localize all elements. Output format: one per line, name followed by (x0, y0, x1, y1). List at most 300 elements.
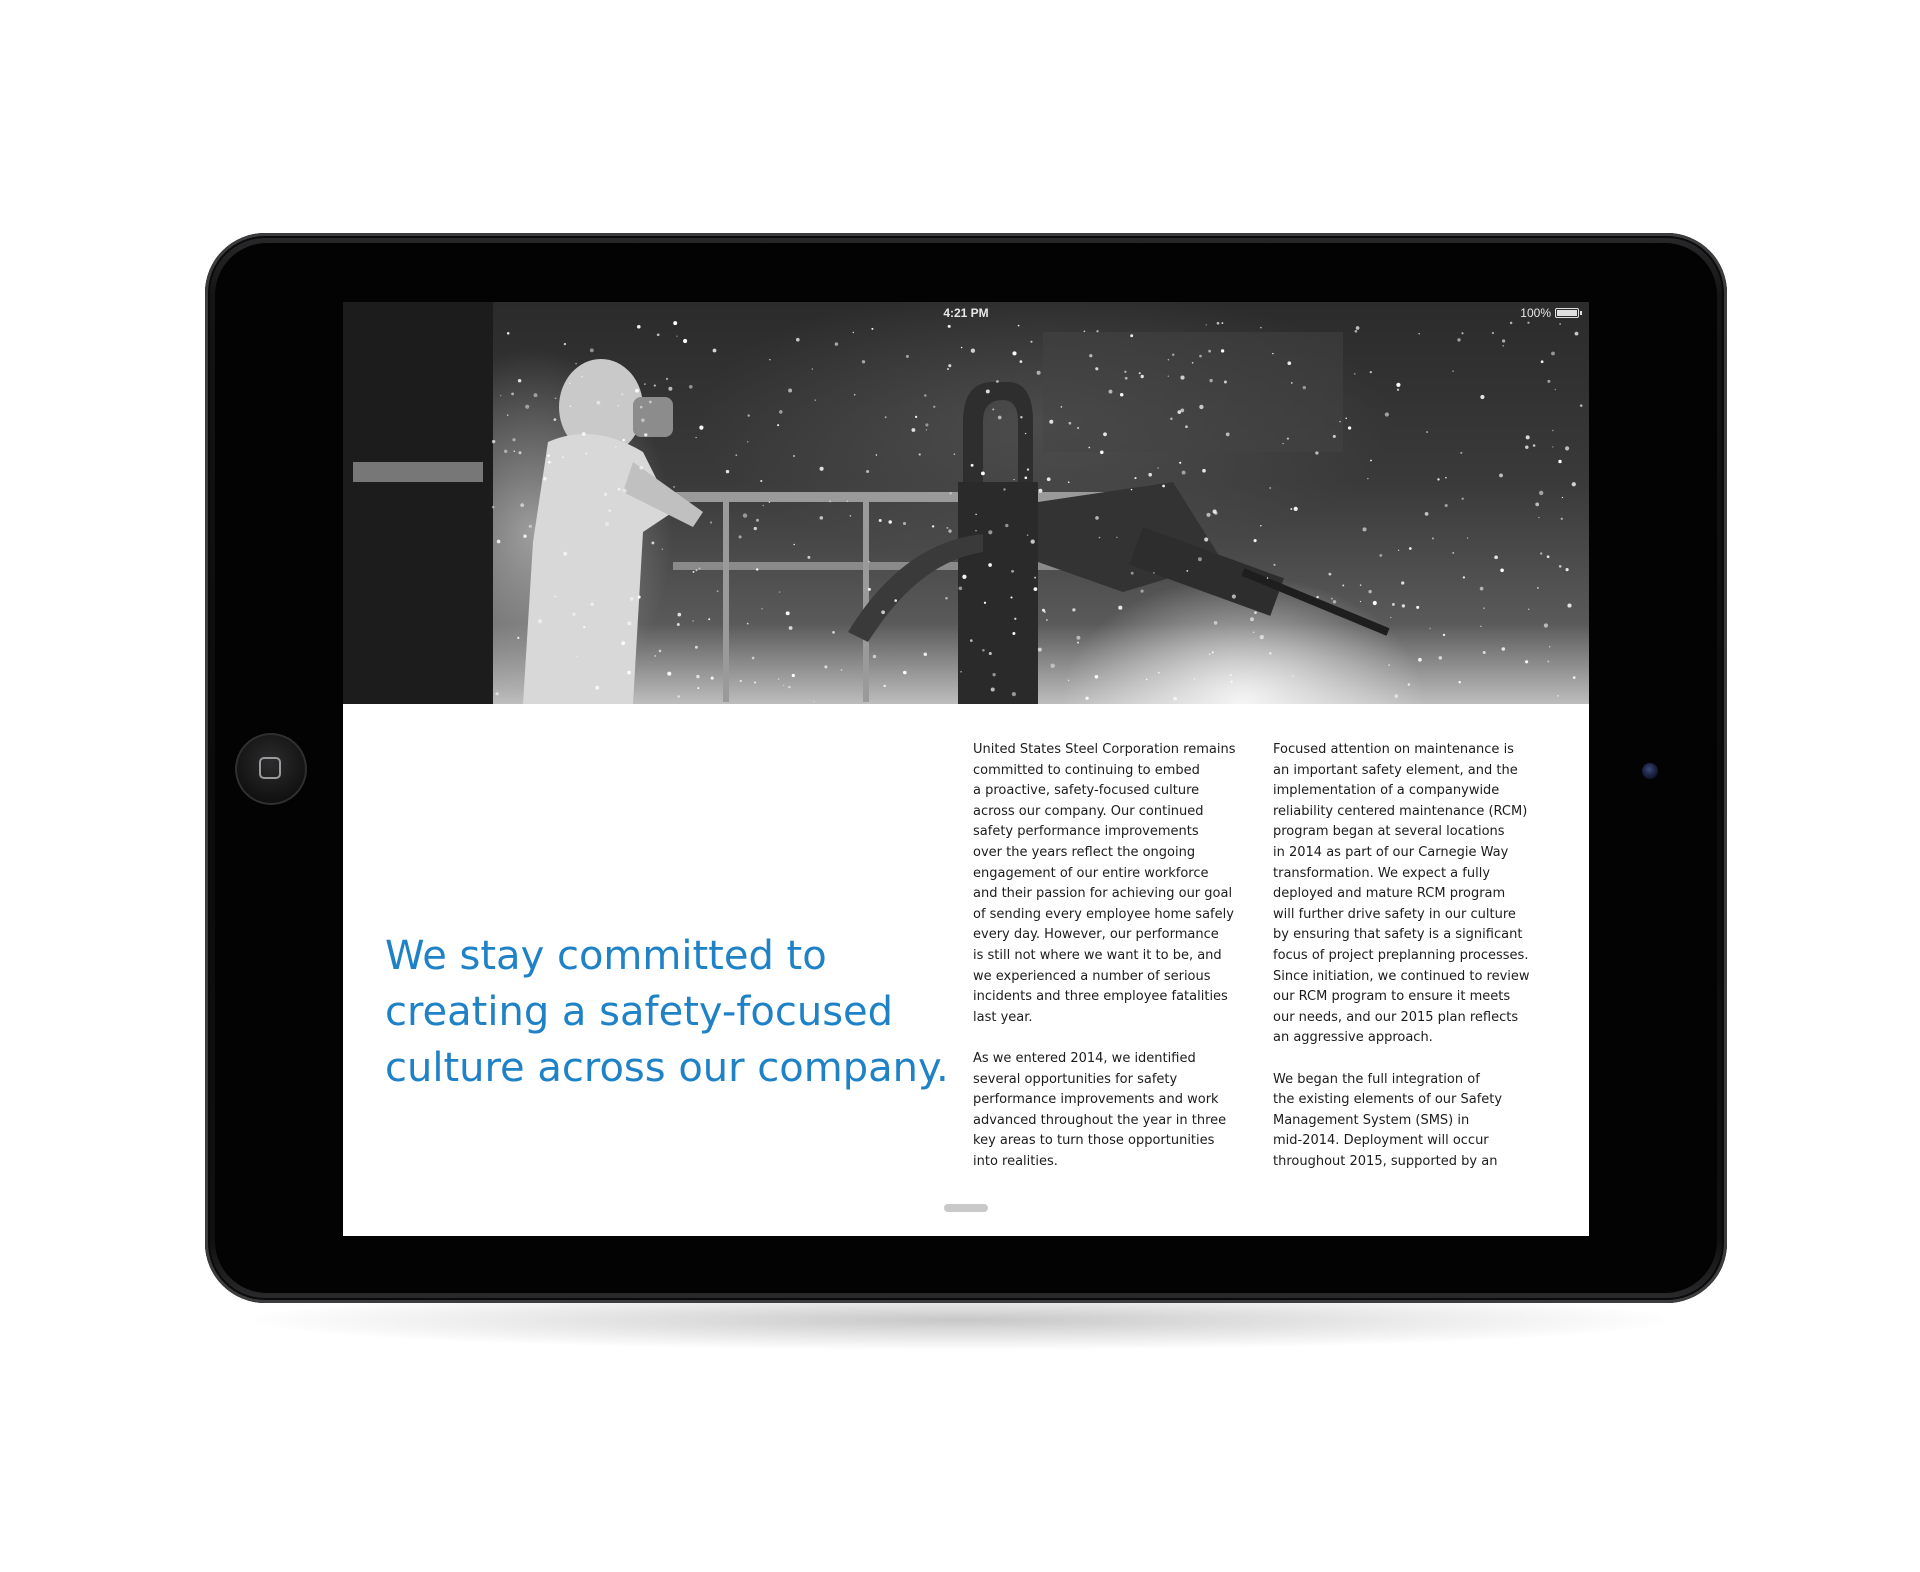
spark (945, 597, 948, 600)
spark (1139, 372, 1141, 374)
spark (763, 505, 764, 506)
spark (1204, 537, 1208, 541)
spark (786, 611, 790, 615)
spark (1003, 488, 1005, 490)
spark (820, 516, 824, 520)
tablet-screen (343, 302, 1589, 1236)
page-indicator[interactable] (944, 1204, 988, 1212)
spark (788, 389, 792, 393)
spark (988, 563, 992, 567)
spark (1362, 527, 1366, 531)
spark (583, 626, 585, 628)
spark (1072, 608, 1075, 611)
spark (971, 464, 974, 467)
hero-illustration (343, 302, 1589, 704)
spark (1051, 664, 1055, 668)
spark (975, 530, 976, 531)
spark (492, 440, 495, 443)
headline (385, 928, 985, 1096)
spark (747, 441, 749, 443)
spark (1452, 552, 1454, 554)
spark (820, 467, 824, 471)
spark (850, 515, 851, 516)
spark (1269, 652, 1271, 654)
spark (915, 416, 917, 418)
home-button[interactable] (235, 733, 307, 805)
spark (543, 477, 546, 480)
spark (1549, 646, 1550, 647)
spark (1480, 395, 1484, 399)
spark (932, 525, 934, 527)
spark (832, 631, 835, 634)
spark (1379, 554, 1382, 557)
spark (1130, 334, 1133, 337)
spark (518, 451, 521, 454)
spark (1525, 660, 1528, 663)
spark (1483, 607, 1485, 609)
spark (676, 335, 677, 336)
spark (1124, 371, 1126, 373)
spark (1272, 353, 1273, 354)
spark (1575, 332, 1579, 336)
spark (1044, 611, 1046, 613)
spark (769, 501, 771, 503)
body-paragraph: As we entered 2014, we identified several opportunities for safety performance improvements and work advanced throughout the year in three key areas to turn those opportunities into realities. (973, 1050, 1227, 1169)
spark (1333, 435, 1336, 438)
spark (1061, 406, 1063, 408)
body-column-1 (973, 740, 1265, 1193)
spark (1394, 694, 1398, 698)
spark (500, 395, 501, 396)
spark (1502, 339, 1505, 342)
spark (948, 529, 951, 532)
spark (1480, 626, 1481, 627)
spark (1148, 473, 1152, 477)
spark (824, 665, 827, 668)
spark (1224, 381, 1227, 384)
spark (569, 383, 571, 385)
spark (926, 429, 927, 430)
spark (783, 685, 784, 686)
status-bar (343, 302, 1589, 324)
spark (754, 682, 756, 684)
spark (673, 486, 675, 488)
spark (512, 438, 515, 441)
spark (666, 378, 668, 380)
spark (1250, 617, 1254, 621)
spark (1158, 672, 1160, 674)
spark (1118, 606, 1122, 610)
spark (1134, 477, 1136, 479)
spark (657, 333, 660, 336)
spark (1547, 661, 1549, 663)
spark (1287, 437, 1289, 439)
spark (894, 599, 897, 602)
spark (1120, 393, 1123, 396)
spark (1109, 390, 1113, 394)
spark (1494, 555, 1498, 559)
spark (1292, 675, 1293, 676)
spark (789, 626, 793, 630)
spark (779, 591, 780, 592)
spark (1559, 565, 1562, 568)
spark (523, 534, 526, 537)
spark (1170, 417, 1173, 420)
spark (1397, 389, 1399, 391)
spark (1480, 587, 1484, 591)
body-paragraph: Focused attention on maintenance is an important safety element, and the implementation of a companywide reliability centered maintenance (RCM) program began at several locations in 2014 as part of our Carnegie Way transformation. We expect a fully deployed and mature RCM program will further drive safety in our culture by ensuring that safety is a significant focus of project preplanning processes. Since initiation, we continued to review our RCM program to ensure it meets our needs, and our 2015 plan reflects an aggressive approach. (1273, 742, 1530, 1046)
spark (903, 671, 907, 675)
spark (1535, 503, 1539, 507)
spark (1096, 330, 1098, 332)
spark (1402, 604, 1405, 607)
hero-railing-post-2 (863, 502, 869, 702)
spark (1416, 606, 1419, 609)
spark (692, 620, 693, 621)
spark (1348, 426, 1351, 429)
spark (1179, 462, 1181, 464)
spark (717, 590, 719, 592)
spark (748, 414, 750, 416)
hero-left-rail (353, 462, 483, 482)
spark (793, 455, 795, 457)
spark (1463, 576, 1465, 578)
spark (1437, 478, 1439, 480)
spark (708, 618, 710, 620)
spark (1538, 517, 1539, 518)
spark (513, 450, 515, 452)
spark (1502, 647, 1506, 651)
status-time: 4:21 PM (943, 306, 989, 320)
spark (1282, 443, 1283, 444)
spark (1209, 653, 1211, 655)
spark (1294, 507, 1298, 511)
spark (1095, 675, 1099, 679)
spark (1214, 512, 1217, 515)
body-paragraph: United States Steel Corporation remains committed to continuing to embed a proactive, safety-focused culture across our company. Our continued safety performance improvements over the years reflect the ongoing engagement of our entire workforce and their passion for achieving our goal of sending every employee home safely every day. However, our performance is still not where we want it to be, and we experienced a number of serious incidents and three employee fatalities last year. (973, 742, 1236, 1025)
spark (1010, 596, 1012, 598)
spark (1558, 460, 1562, 464)
spark (576, 656, 577, 657)
spark (641, 419, 644, 422)
spark (1287, 361, 1291, 365)
spark (992, 673, 995, 676)
status-battery (1520, 306, 1579, 320)
spark (924, 653, 928, 657)
spark (667, 672, 671, 676)
spark (982, 649, 985, 652)
spark (911, 428, 915, 432)
spark (868, 588, 871, 591)
spark (1552, 446, 1553, 447)
spark (534, 393, 538, 397)
spark (622, 489, 626, 493)
spark (1367, 478, 1368, 479)
spark (711, 677, 714, 680)
spark (1540, 552, 1542, 554)
spark (668, 387, 672, 391)
spark (815, 399, 816, 400)
spark (1316, 596, 1318, 598)
spark (683, 339, 687, 343)
spark (572, 613, 575, 616)
spark (635, 389, 639, 393)
spark (640, 406, 643, 409)
spark (1460, 452, 1462, 454)
spark (1528, 609, 1530, 611)
spark (788, 686, 791, 689)
spark (871, 328, 873, 330)
spark (1077, 427, 1079, 429)
spark (1157, 467, 1158, 468)
spark (1037, 371, 1041, 375)
spark (698, 567, 700, 569)
spark (1076, 636, 1080, 640)
spark (1483, 651, 1486, 654)
spark (1025, 433, 1026, 434)
spark (1162, 485, 1165, 488)
spark (946, 527, 948, 529)
spark (1206, 324, 1207, 325)
spark (1012, 632, 1015, 635)
spark (1541, 360, 1544, 363)
spark (1452, 370, 1454, 372)
battery-icon (1555, 308, 1579, 318)
spark (779, 410, 783, 414)
spark (1525, 445, 1528, 448)
spark (1544, 623, 1548, 627)
spark (504, 450, 507, 453)
spark (879, 519, 882, 522)
spark (962, 575, 966, 579)
spark (1254, 539, 1257, 542)
spark (1573, 676, 1576, 679)
spark (1562, 497, 1563, 498)
hero-machinery-back (1043, 332, 1343, 452)
spark (1131, 572, 1134, 575)
spark (644, 433, 647, 436)
spark (862, 360, 865, 363)
spark (1202, 469, 1206, 473)
spark (1038, 648, 1042, 652)
spark (1182, 471, 1186, 475)
spark (961, 347, 963, 349)
spark (1069, 422, 1072, 425)
spark (1467, 537, 1468, 538)
spark (1290, 508, 1292, 510)
spark (1354, 373, 1356, 375)
spark (813, 701, 814, 702)
spark (756, 568, 758, 570)
spark (807, 556, 810, 559)
spark (756, 519, 759, 522)
spark (1269, 487, 1271, 489)
spark (1125, 377, 1128, 380)
spark (873, 655, 877, 659)
spark (622, 439, 625, 442)
spark (1339, 421, 1341, 423)
spark (1368, 590, 1371, 593)
spark (1254, 611, 1257, 614)
spark (792, 674, 795, 677)
spark (507, 332, 510, 335)
spark (1567, 604, 1571, 608)
spark (1208, 350, 1211, 353)
spark (747, 623, 749, 625)
spark (1408, 683, 1411, 686)
spark (1116, 537, 1117, 538)
camera-icon (1642, 763, 1658, 779)
spark (1547, 555, 1550, 558)
spark (1089, 354, 1092, 357)
spark (630, 597, 634, 601)
spark (1049, 420, 1053, 424)
spark (1253, 632, 1255, 634)
spark (1492, 332, 1494, 334)
spark (590, 602, 594, 606)
spark (1303, 386, 1306, 389)
spark (1020, 416, 1022, 418)
spark (555, 397, 557, 399)
spark (1355, 330, 1358, 333)
spark (627, 621, 631, 625)
spark (888, 520, 892, 524)
spark (1267, 577, 1268, 578)
spark (1315, 451, 1318, 454)
spark (1088, 447, 1090, 449)
spark (949, 492, 951, 494)
hero-ladle-column (958, 482, 1038, 704)
spark (1230, 674, 1232, 676)
spark (511, 393, 514, 396)
spark (1030, 341, 1032, 343)
spark (1555, 389, 1557, 391)
spark (1084, 330, 1086, 332)
spark (1557, 695, 1559, 697)
spark (695, 646, 698, 649)
spark (1373, 601, 1377, 605)
spark (906, 355, 909, 358)
spark (1168, 359, 1169, 360)
spark (1537, 587, 1539, 589)
spark (1173, 697, 1177, 701)
spark (1390, 617, 1391, 618)
spark (697, 687, 699, 689)
spark (1552, 430, 1554, 432)
spark (1462, 498, 1464, 500)
spark (1068, 481, 1070, 483)
spark (618, 488, 621, 491)
spark (654, 385, 656, 387)
spark (1443, 634, 1445, 636)
spark (520, 503, 524, 507)
spark (986, 389, 990, 393)
spark (1260, 525, 1262, 527)
spark (1212, 651, 1214, 653)
spark (1392, 603, 1395, 606)
spark (1566, 568, 1569, 571)
spark (1186, 570, 1188, 572)
hero-worker-visor (633, 397, 673, 437)
spark (881, 610, 885, 614)
spark (1198, 557, 1202, 561)
spark (689, 385, 693, 389)
spark (1426, 431, 1428, 433)
spark (1103, 432, 1107, 436)
spark (1500, 568, 1504, 572)
spark (609, 509, 612, 512)
spark (1425, 512, 1429, 516)
spark (919, 453, 921, 455)
spark (1503, 345, 1504, 346)
spark (713, 349, 717, 353)
spark (847, 500, 849, 502)
spark (529, 525, 532, 528)
spark (1100, 451, 1104, 455)
spark (555, 596, 557, 598)
spark (726, 470, 729, 473)
spark (677, 613, 681, 617)
spark (1345, 418, 1347, 420)
spark (659, 650, 662, 653)
spark (1360, 601, 1361, 602)
spark (1034, 587, 1038, 591)
spark (615, 446, 617, 448)
spark (597, 401, 601, 405)
spark (638, 596, 641, 599)
spark (1034, 577, 1036, 579)
spark (1185, 425, 1188, 428)
home-square-icon (259, 757, 281, 779)
spark (866, 470, 869, 473)
spark (1396, 383, 1400, 387)
spark (496, 692, 499, 695)
spark (1024, 476, 1027, 479)
spark (1331, 598, 1333, 600)
spark (954, 453, 956, 455)
spark (876, 454, 877, 455)
spark (1551, 352, 1555, 356)
spark (853, 332, 854, 333)
spark (796, 338, 800, 342)
spark (654, 655, 656, 657)
spark (970, 639, 973, 642)
spark (981, 471, 985, 475)
spark (992, 408, 994, 410)
spark (740, 680, 742, 682)
spark (525, 405, 529, 409)
spark (662, 549, 664, 551)
spark (1231, 681, 1233, 683)
spark (1038, 489, 1042, 493)
spark (1526, 435, 1530, 439)
spark (548, 461, 551, 464)
spark (1273, 564, 1275, 566)
spark (988, 530, 992, 534)
spark (948, 325, 951, 328)
headline-line-1: We stay committed to (385, 933, 827, 979)
spark (1206, 513, 1210, 517)
spark (621, 641, 625, 645)
spark (1580, 404, 1583, 407)
spark (1429, 628, 1430, 629)
spark (1146, 679, 1148, 681)
headline-line-3: culture across our company. (385, 1045, 949, 1091)
spark (1095, 516, 1099, 520)
spark (884, 685, 886, 687)
spark (696, 569, 698, 571)
spark (563, 552, 567, 556)
